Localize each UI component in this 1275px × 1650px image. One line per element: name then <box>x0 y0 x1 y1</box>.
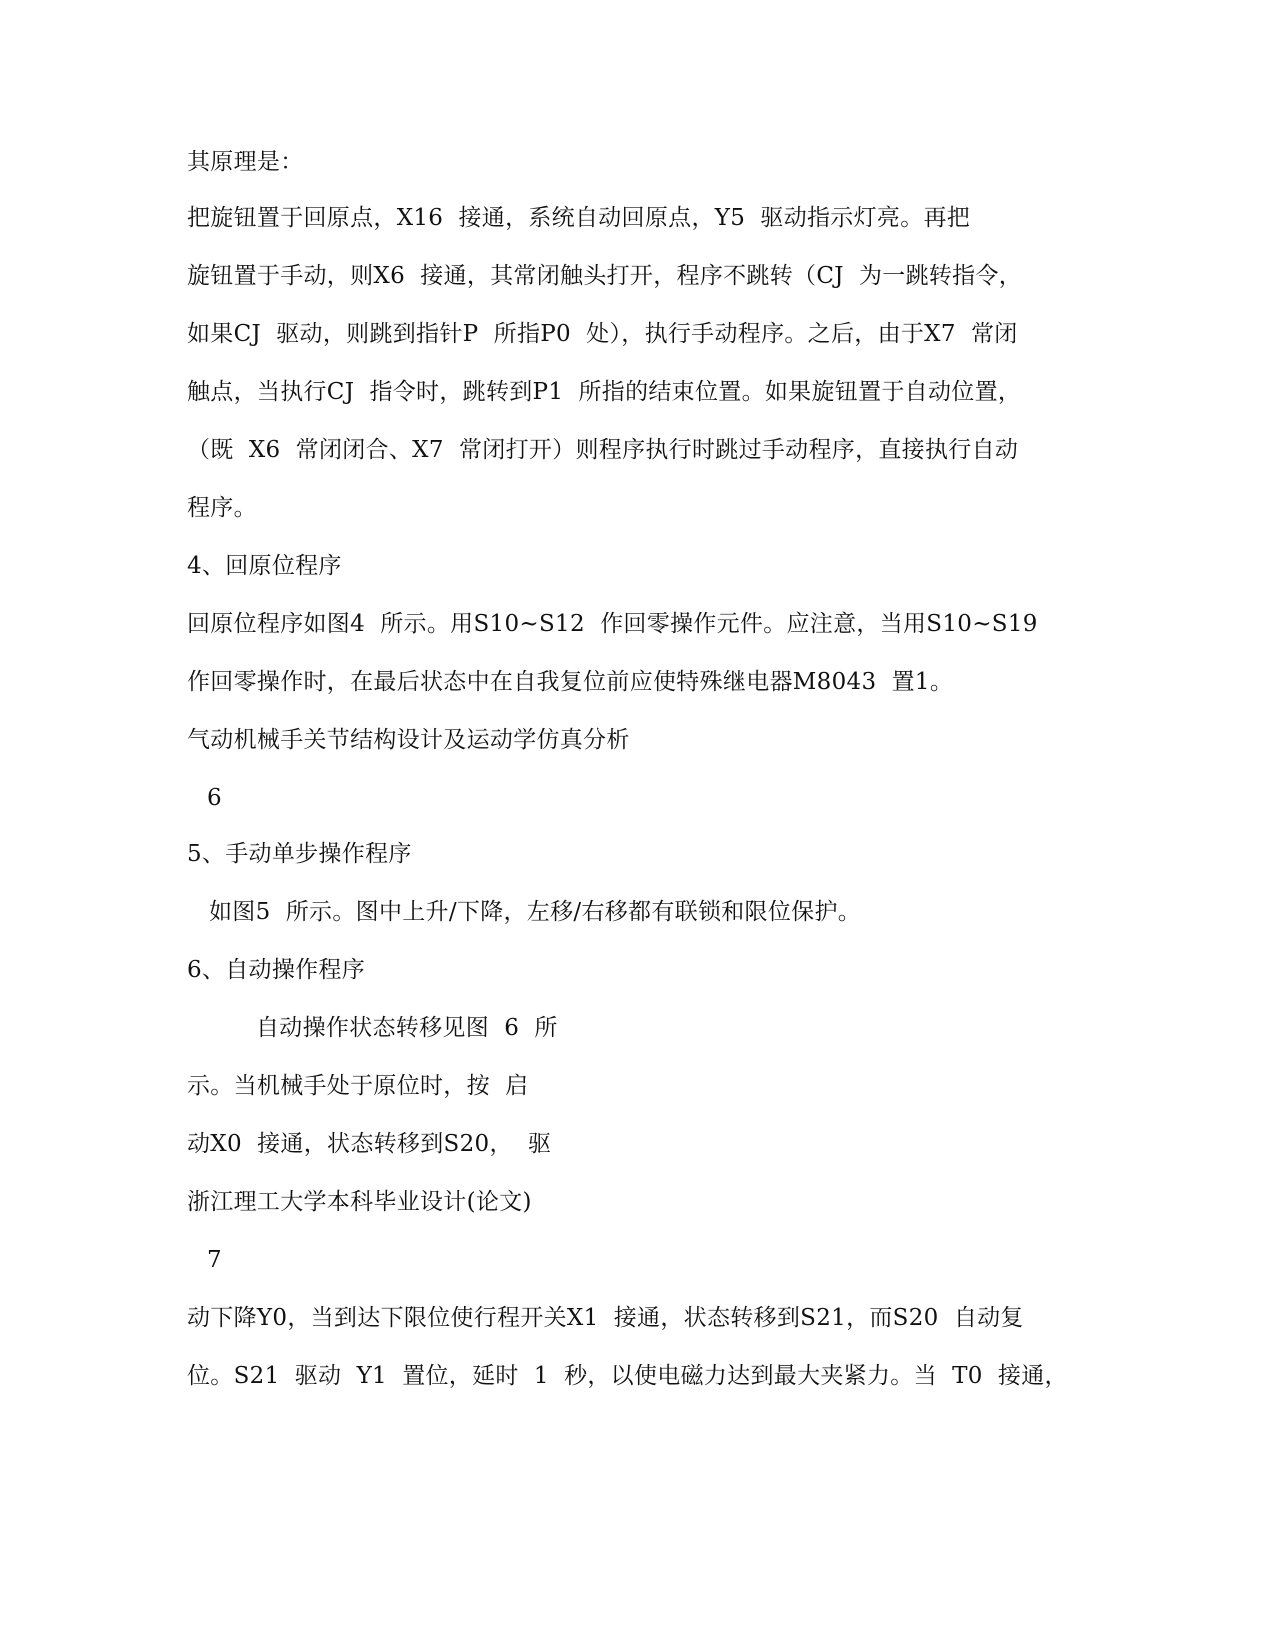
paragraph-line: 触点，当执行CJ 指令时，跳转到P1 所指的结束位置。如果旋钮置于自动位置， <box>187 379 1022 405</box>
paragraph-line: 作回零操作时，在最后状态中在自我复位前应使特殊继电器M8043 置1。 <box>187 669 954 695</box>
paragraph-line: 如果CJ 驱动，则跳到指针P 所指P0 处），执行手动程序。之后，由于X7 常闭 <box>187 321 1018 347</box>
page-number: 7 <box>207 1247 222 1273</box>
paragraph-line: 程序。 <box>187 495 257 521</box>
running-header: 气动机械手关节结构设计及运动学仿真分析 <box>187 727 630 753</box>
paragraph-line: 自动操作状态转移见图 6 所 <box>256 1015 558 1041</box>
page-number: 6 <box>207 785 222 811</box>
paragraph-line: 把旋钮置于回原点，X16 接通，系统自动回原点，Y5 驱动指示灯亮。再把 <box>187 205 971 231</box>
running-header: 浙江理工大学本科毕业设计(论文) <box>187 1189 532 1215</box>
paragraph-line: 动下降Y0，当到达下限位使行程开关X1 接通，状态转移到S21，而S20 自动复 <box>187 1305 1024 1331</box>
paragraph-line: （既 X6 常闭闭合、X7 常闭打开）则程序执行时跳过手动程序，直接执行自动 <box>187 437 1019 463</box>
section-heading: 4、回原位程序 <box>187 553 342 579</box>
paragraph-intro-line: 其原理是： <box>187 149 304 175</box>
paragraph-line: 回原位程序如图4 所示。用S10~S12 作回零操作元件。应注意，当用S10~S19 <box>187 611 1038 637</box>
paragraph-line: 示。当机械手处于原位时，按 启 <box>187 1073 529 1099</box>
section-heading: 5、手动单步操作程序 <box>187 841 412 867</box>
paragraph-line: 如图5 所示。图中上升/下降，左移/右移都有联锁和限位保护。 <box>209 899 862 925</box>
paragraph-line: 位。S21 驱动 Y1 置位，延时 1 秒，以使电磁力达到最大夹紧力。当 T0 接通， <box>187 1363 1068 1389</box>
paragraph-line: 动X0 接通，状态转移到S20， 驱 <box>187 1131 552 1157</box>
section-heading: 6、自动操作程序 <box>187 957 366 983</box>
paragraph-line: 旋钮置于手动，则X6 接通，其常闭触头打开，程序不跳转（CJ 为一跳转指令， <box>187 263 1023 289</box>
